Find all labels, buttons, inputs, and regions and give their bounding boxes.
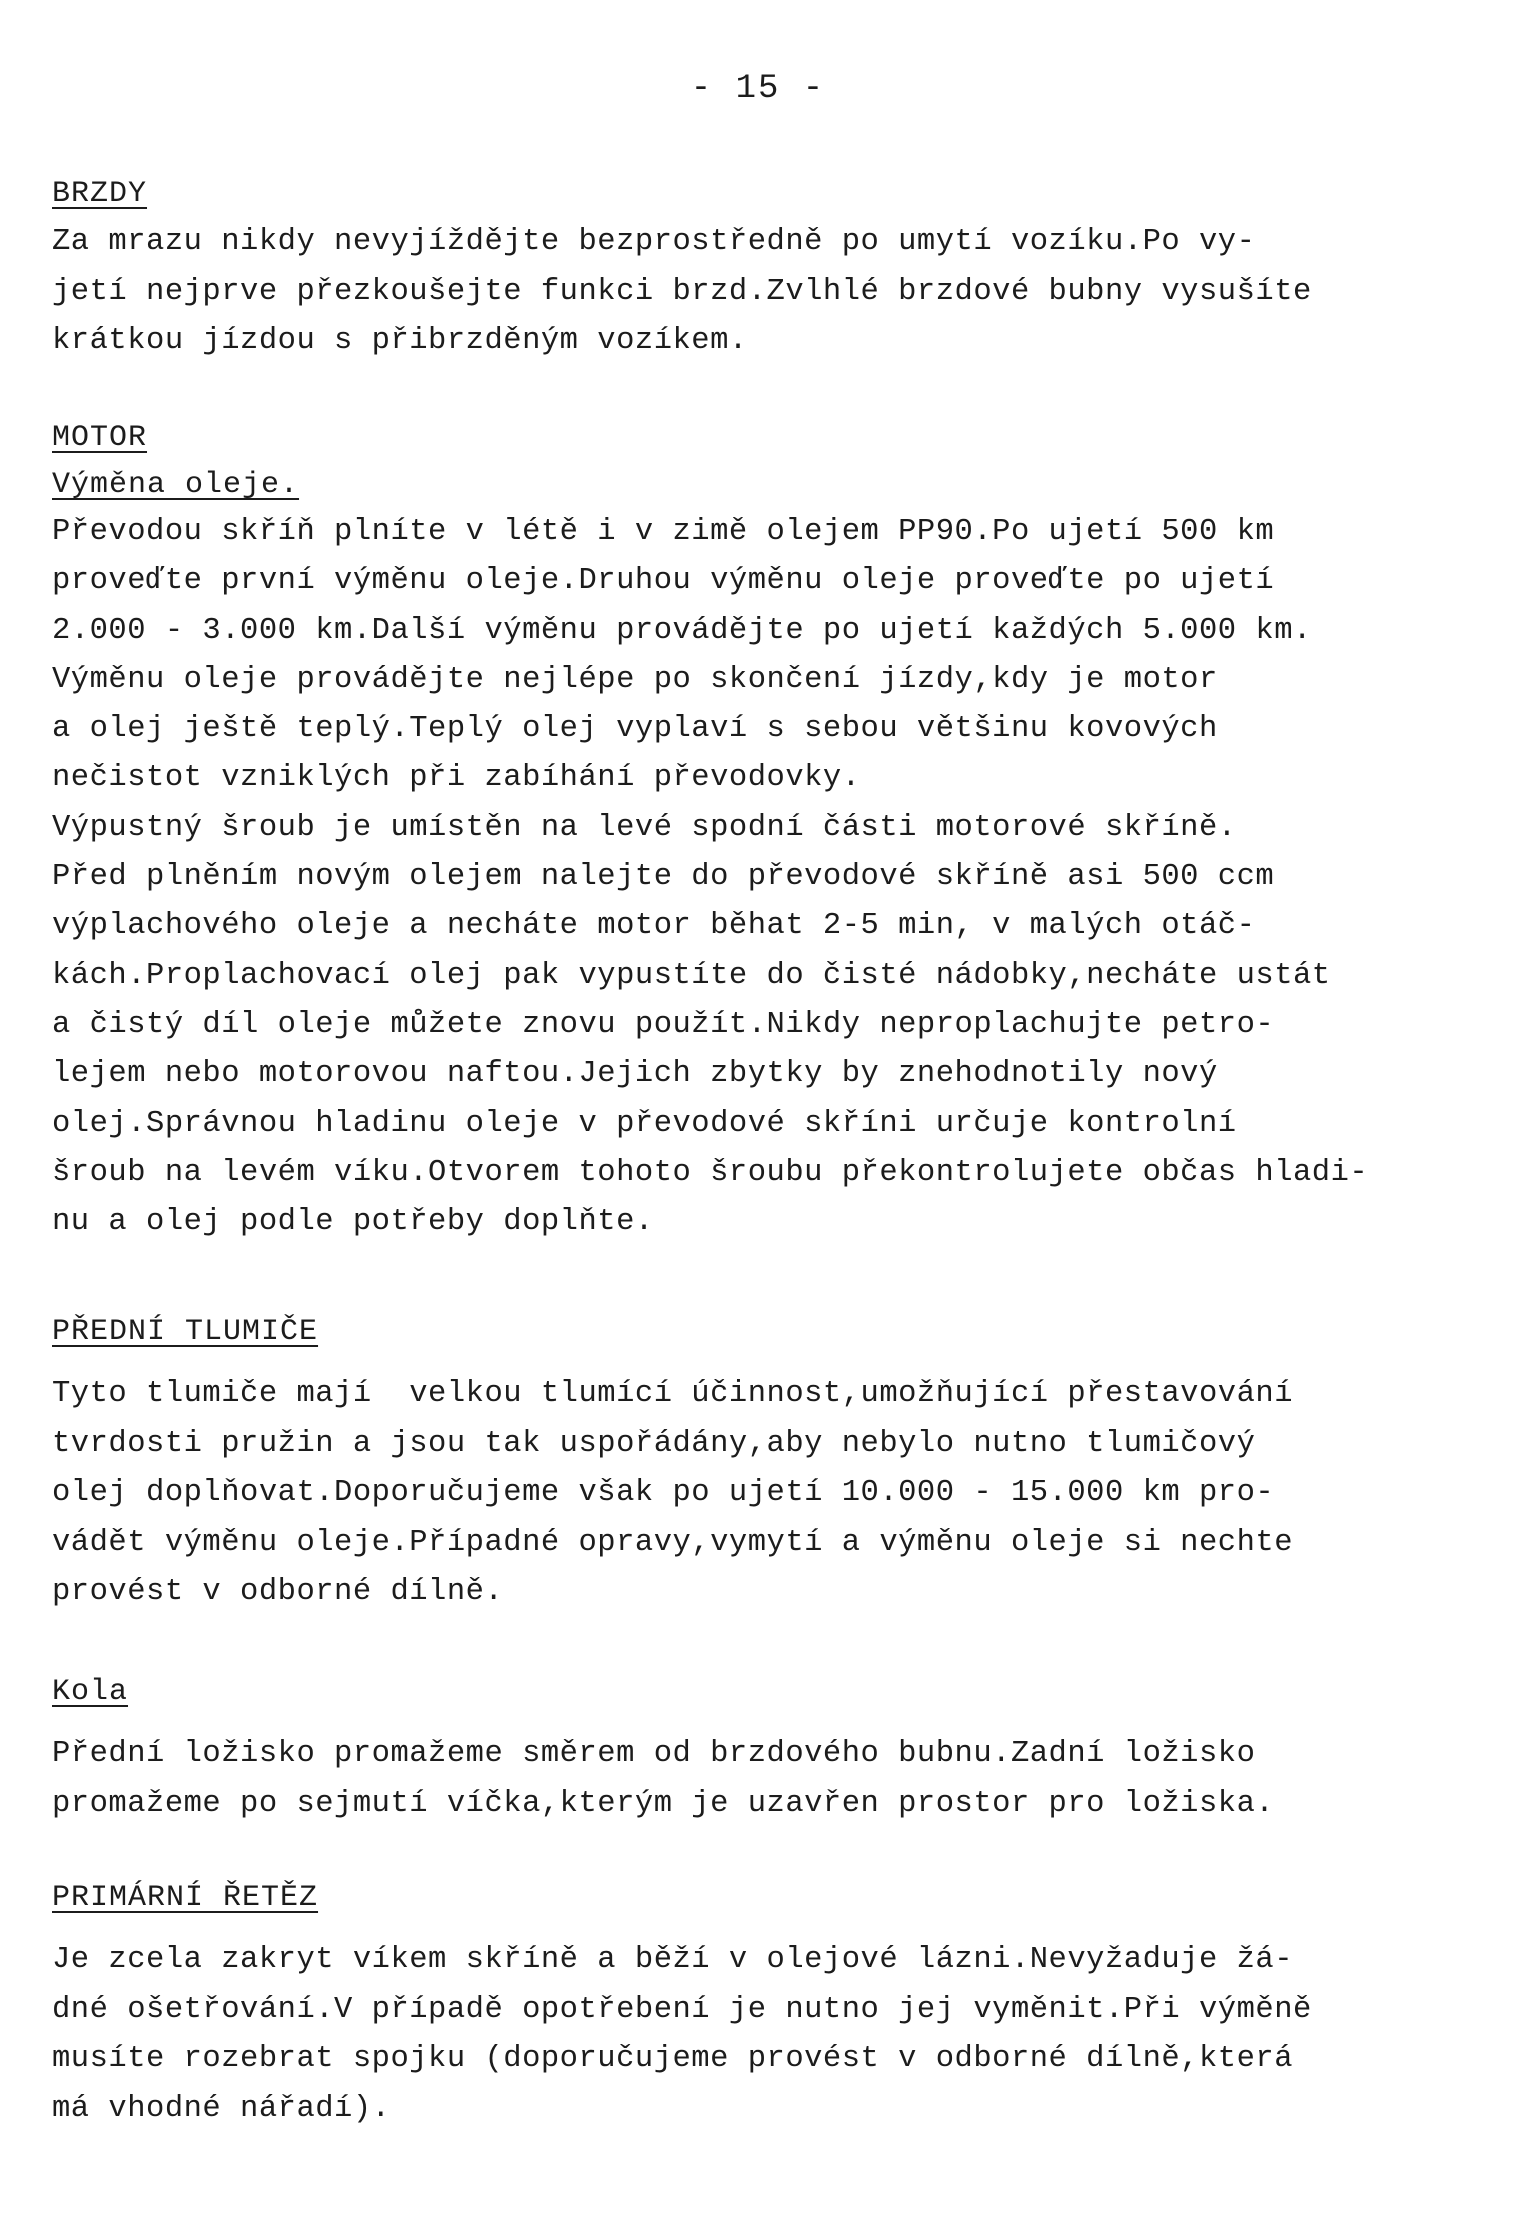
text-line: jetí nejprve přezkoušejte funkci brzd.Zvlhlé brzdové bubny vysušíte <box>52 274 1312 309</box>
text-line: Přední ložisko promažeme směrem od brzdového bubnu.Zadní ložisko <box>52 1737 1256 1771</box>
text-line: Před plněním novým olejem nalejte do převodové skříně asi 500 ccm <box>52 860 1275 895</box>
text-line: nu a olej podle potřeby doplňte. <box>52 1205 654 1240</box>
section-body-wheels <box>52 1730 1472 1829</box>
section-heading-brakes: BRZDY <box>52 177 148 211</box>
text-line: Tyto tlumiče mají velkou tlumící účinnost,umožňující přestavování <box>52 1377 1293 1411</box>
section-subheading-oil-change: Výměna oleje. <box>52 468 300 502</box>
text-line: olej doplňovat.Doporučujeme však po ujetí 10.000 - 15.000 km pro- <box>52 1476 1275 1510</box>
text-line: provést v odborné dílně. <box>52 1575 504 1609</box>
section-primary-chain <box>52 1874 1472 2134</box>
section-body-front-shocks <box>52 1370 1472 1618</box>
section-body-brakes <box>52 218 1472 367</box>
text-line: tvrdosti pružin a jsou tak uspořádány,aby nebylo nutno tlumičový <box>52 1426 1256 1461</box>
text-line: Výměnu oleje provádějte nejlépe po skončení jízdy,kdy je motor <box>52 662 1218 697</box>
section-wheels <box>52 1668 1472 1829</box>
text-line: vádět výměnu oleje.Případné opravy,vymytí a výměnu oleje si nechte <box>52 1525 1293 1560</box>
text-line: lejem nebo motorovou naftou.Jejich zbytky by znehodnotily nový <box>52 1057 1218 1092</box>
section-body-primary-chain <box>52 1936 1472 2134</box>
section-heading-wheels: Kola <box>52 1675 129 1709</box>
text-line: kách.Proplachovací olej pak vypustíte do čisté nádobky,necháte ustát <box>52 958 1331 993</box>
section-heading-engine: MOTOR <box>52 421 148 455</box>
text-line: dné ošetřování.V případě opotřebení je nutno jej vyměnit.Při výměně <box>52 1992 1312 2027</box>
text-line: Výpustný šroub je umístěn na levé spodní části motorové skříně. <box>52 810 1237 845</box>
section-engine <box>52 414 1472 1247</box>
text-line: výplachového oleje a necháte motor běhat 2-5 min, v malých otáč- <box>52 909 1256 944</box>
text-line: Je zcela zakryt víkem skříně a běží v olejové lázni.Nevyžaduje žá- <box>52 1943 1293 1977</box>
section-brakes <box>52 170 1472 367</box>
text-line: promažeme po sejmutí víčka,kterým je uzavřen prostor pro ložiska. <box>52 1786 1275 1821</box>
text-line: šroub na levém víku.Otvorem tohoto šroubu překontrolujete občas hladi- <box>52 1155 1369 1190</box>
text-line: Převodou skříň plníte v létě i v zimě olejem PP90.Po ujetí 500 km <box>52 515 1275 549</box>
text-line: má vhodné nářadí). <box>52 2091 391 2126</box>
text-line: a čistý díl oleje můžete znovu použít.Nikdy neproplachujte petro- <box>52 1007 1275 1042</box>
page-number: - 15 - <box>690 70 826 108</box>
text-line: musíte rozebrat spojku (doporučujeme provést v odborné dílně,která <box>52 2042 1293 2076</box>
text-line: proveďte první výměnu oleje.Druhou výměnu oleje proveďte po ujetí <box>52 564 1275 599</box>
text-line: krátkou jízdou s přibrzděným vozíkem. <box>52 324 748 358</box>
text-line: olej.Správnou hladinu oleje v převodové skříni určuje kontrolní <box>52 1106 1237 1141</box>
section-heading-primary-chain: PRIMÁRNÍ ŘETĚZ <box>52 1881 319 1915</box>
text-line: Za mrazu nikdy nevyjížděјte bezprostředně po umytí vozíku.Po vy- <box>52 225 1256 259</box>
section-heading-front-shocks: PŘEDNÍ TLUMIČE <box>52 1315 319 1349</box>
section-body-engine <box>52 508 1472 1247</box>
section-front-shocks <box>52 1308 1472 1618</box>
text-line: a olej ještě teplý.Teplý olej vyplaví s sebou většinu kovových <box>52 712 1218 747</box>
text-line: nečistot vzniklých při zabíhání převodovky. <box>52 761 861 796</box>
text-line: 2.000 - 3.000 km.Další výměnu provádějte po ujetí každých 5.000 km. <box>52 613 1312 648</box>
